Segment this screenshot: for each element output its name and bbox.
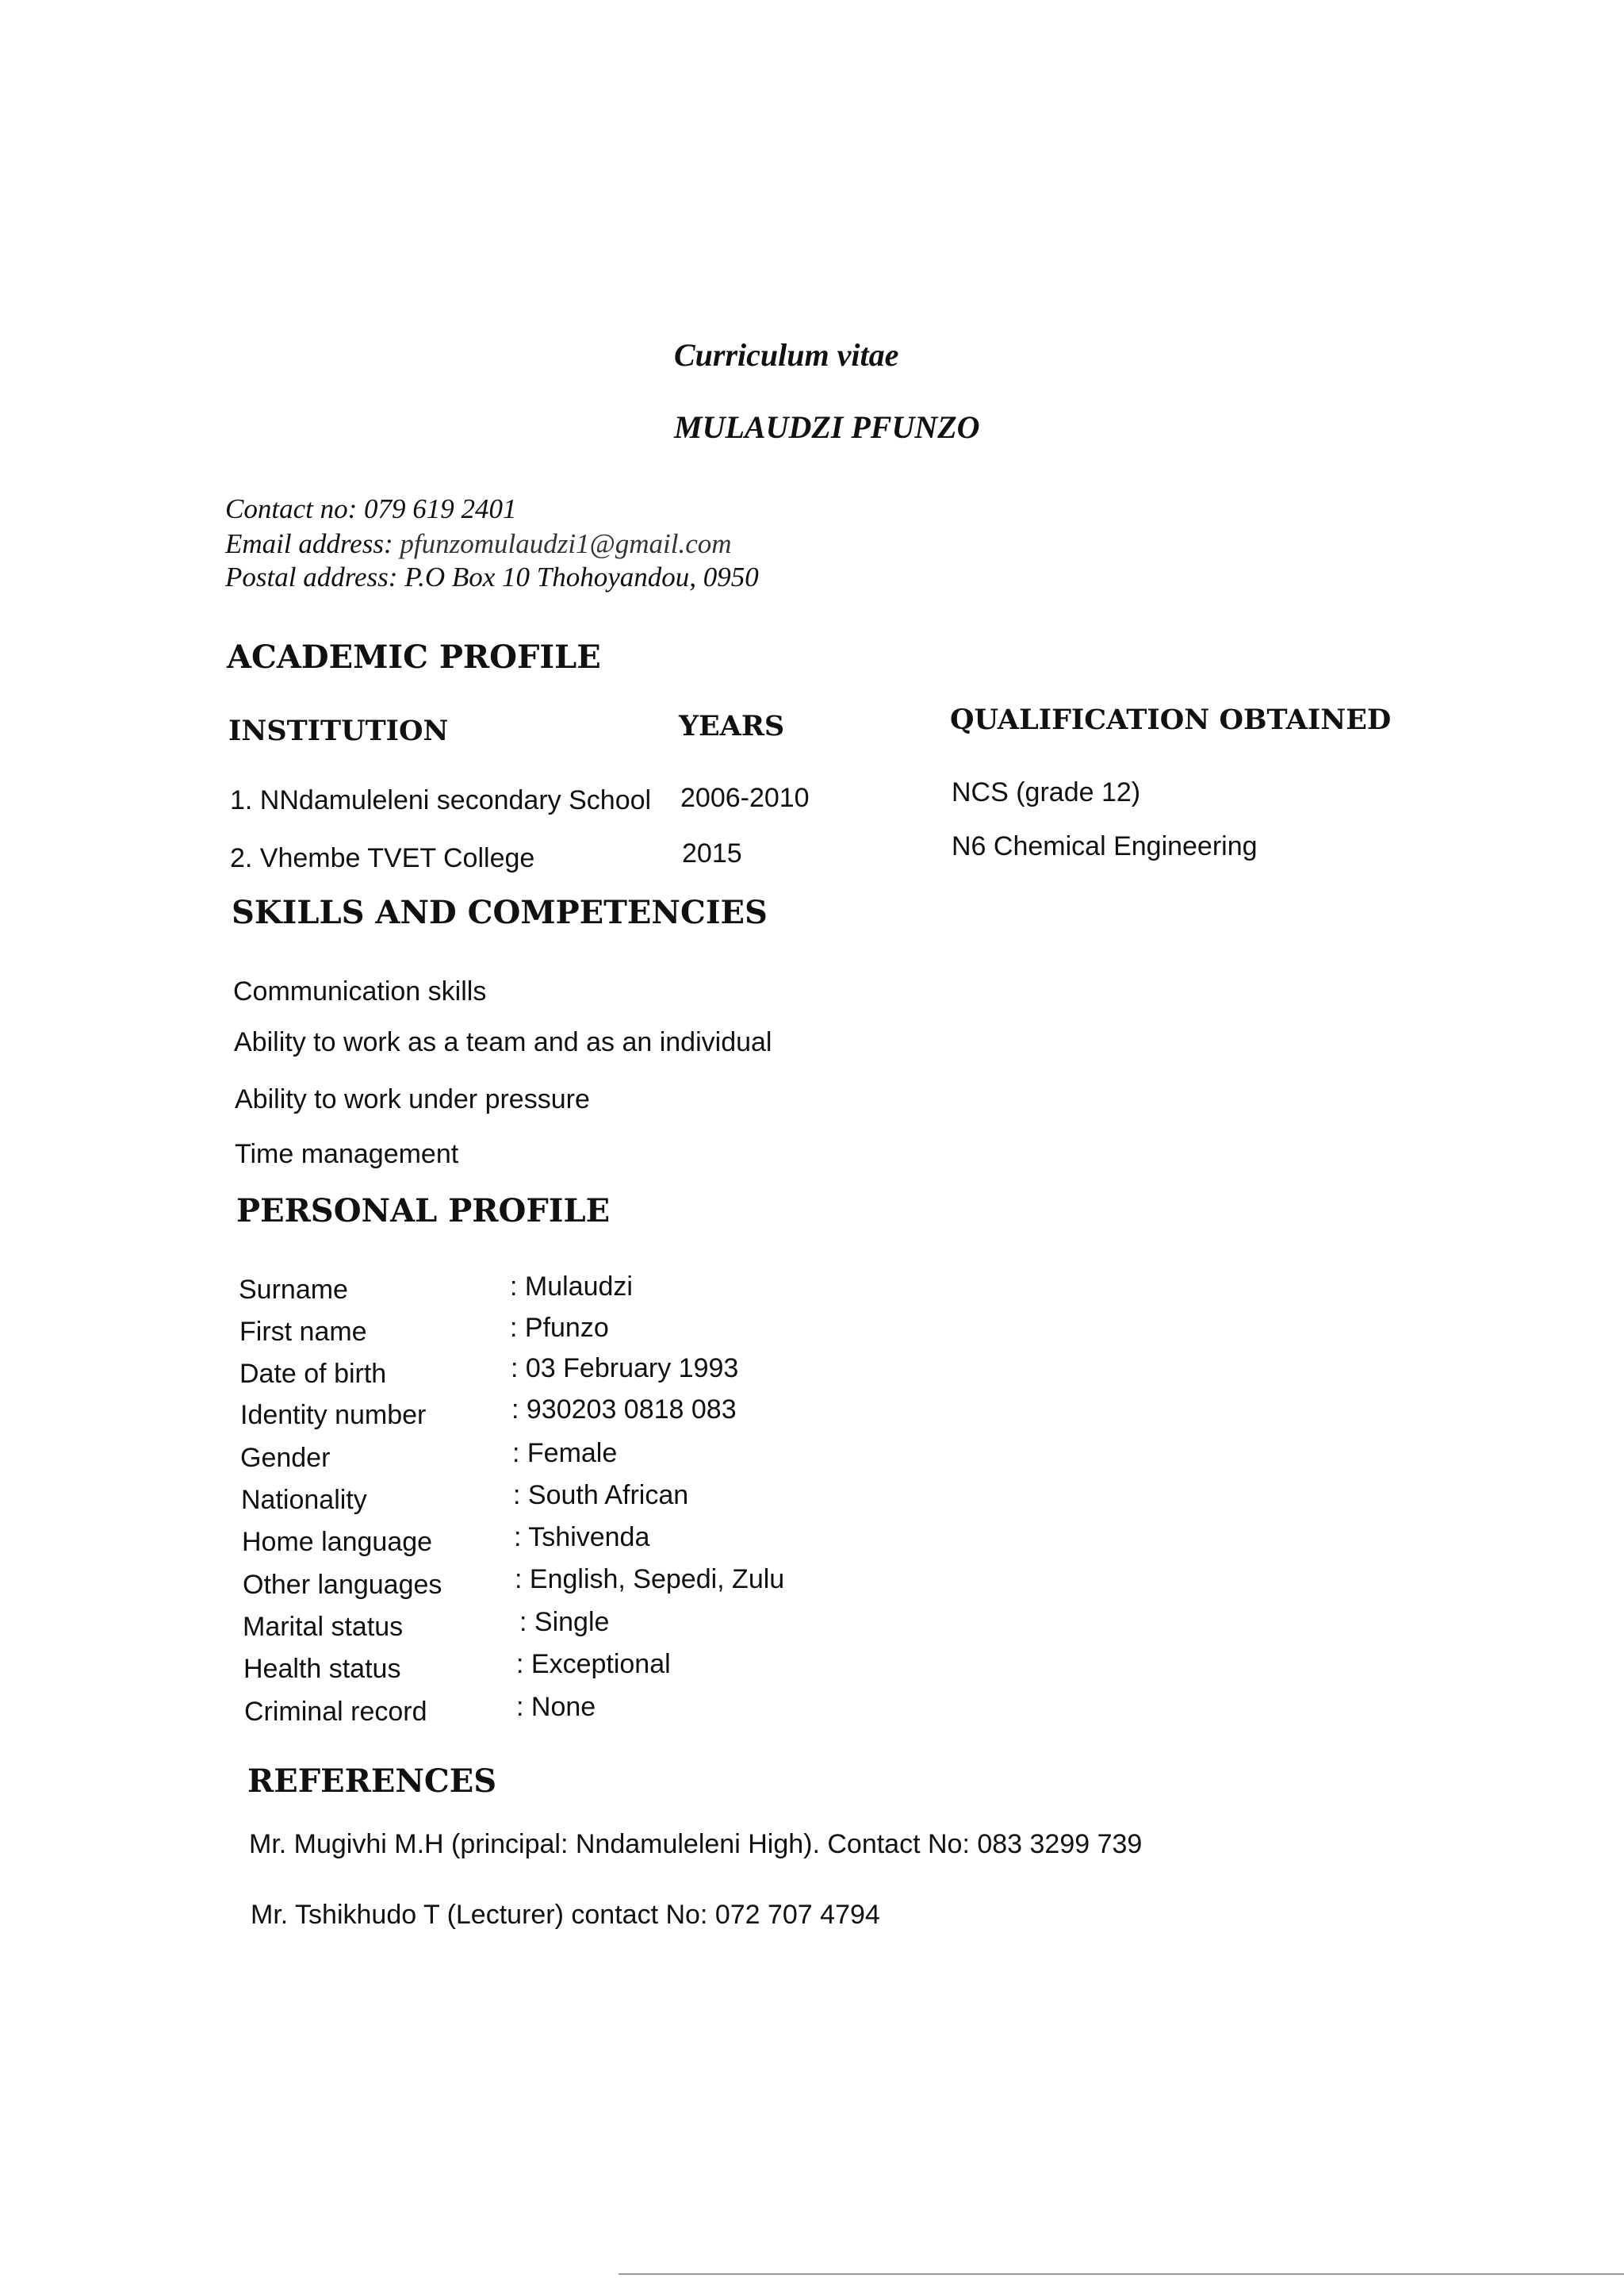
candidate-name: MULAUDZI PFUNZO bbox=[674, 409, 980, 445]
reference-item: Mr. Mugivhi M.H (principal: Nndamuleleni High). Contact No: 083 3299 739 bbox=[249, 1829, 1143, 1859]
reference-item: Mr. Tshikhudo T (Lecturer) contact No: 072 707 4794 bbox=[251, 1900, 880, 1930]
personal-profile-heading: PERSONAL PROFILE bbox=[236, 1192, 611, 1229]
profile-value-nationality: : South African bbox=[513, 1480, 689, 1510]
profile-value-first-name: : Pfunzo bbox=[510, 1313, 609, 1343]
contact-email-line bbox=[225, 528, 732, 560]
profile-label-first-name: First name bbox=[239, 1317, 367, 1347]
email-value: pfunzomulaudzi1@gmail.com bbox=[400, 528, 732, 559]
profile-label-gender: Gender bbox=[240, 1443, 331, 1473]
phone-label: Contact no: bbox=[225, 493, 358, 524]
contact-phone-line bbox=[225, 493, 516, 525]
column-header-years: YEARS bbox=[679, 710, 785, 742]
profile-label-date-of-birth: Date of birth bbox=[239, 1359, 387, 1389]
academic-row-1-institution: 1. NNdamuleleni secondary School bbox=[230, 785, 652, 815]
contact-postal-line bbox=[225, 562, 759, 593]
phone-value: 079 619 2401 bbox=[363, 493, 517, 524]
profile-label-surname: Surname bbox=[239, 1275, 348, 1305]
academic-row-1-qualification: NCS (grade 12) bbox=[952, 777, 1141, 807]
postal-label: Postal address: bbox=[225, 562, 398, 593]
profile-label-home-language: Home language bbox=[242, 1527, 433, 1557]
academic-profile-heading: ACADEMIC PROFILE bbox=[227, 639, 601, 676]
academic-row-2-qualification: N6 Chemical Engineering bbox=[952, 831, 1258, 861]
academic-row-2-institution: 2. Vhembe TVET College bbox=[230, 843, 535, 873]
column-header-institution: INSTITUTION bbox=[228, 715, 449, 747]
profile-value-identity-number: : 930203 0818 083 bbox=[511, 1394, 737, 1425]
skill-item: Ability to work as a team and as an individual bbox=[234, 1027, 772, 1057]
profile-label-other-languages: Other languages bbox=[243, 1570, 442, 1600]
column-header-qualification: QUALIFICATION OBTAINED bbox=[950, 704, 1392, 736]
document-title: Curriculum vitae bbox=[674, 337, 899, 373]
academic-row-1-years: 2006-2010 bbox=[680, 783, 810, 813]
profile-label-identity-number: Identity number bbox=[240, 1400, 427, 1430]
profile-label-criminal-record: Criminal record bbox=[244, 1697, 427, 1727]
postal-value: P.O Box 10 Thohoyandou, 0950 bbox=[404, 562, 759, 593]
references-heading: REFERENCES bbox=[247, 1762, 497, 1800]
profile-value-home-language: : Tshivenda bbox=[514, 1522, 650, 1552]
academic-row-2-years: 2015 bbox=[682, 838, 742, 869]
profile-label-nationality: Nationality bbox=[241, 1485, 367, 1515]
profile-value-criminal-record: : None bbox=[516, 1692, 596, 1722]
profile-value-surname: : Mulaudzi bbox=[510, 1271, 633, 1302]
scan-edge-line bbox=[619, 2273, 1624, 2275]
profile-value-gender: : Female bbox=[512, 1438, 618, 1468]
profile-label-marital-status: Marital status bbox=[243, 1612, 404, 1642]
profile-label-health-status: Health status bbox=[243, 1654, 401, 1684]
skills-heading: SKILLS AND COMPETENCIES bbox=[232, 894, 768, 931]
skill-item: Communication skills bbox=[233, 976, 487, 1007]
profile-value-date-of-birth: : 03 February 1993 bbox=[511, 1353, 739, 1383]
skill-item: Time management bbox=[235, 1139, 459, 1169]
email-label: Email address: bbox=[225, 528, 393, 559]
profile-value-other-languages: : English, Sepedi, Zulu bbox=[515, 1564, 785, 1594]
skill-item: Ability to work under pressure bbox=[235, 1084, 590, 1114]
profile-value-marital-status: : Single bbox=[519, 1607, 610, 1637]
profile-value-health-status: : Exceptional bbox=[516, 1649, 671, 1679]
